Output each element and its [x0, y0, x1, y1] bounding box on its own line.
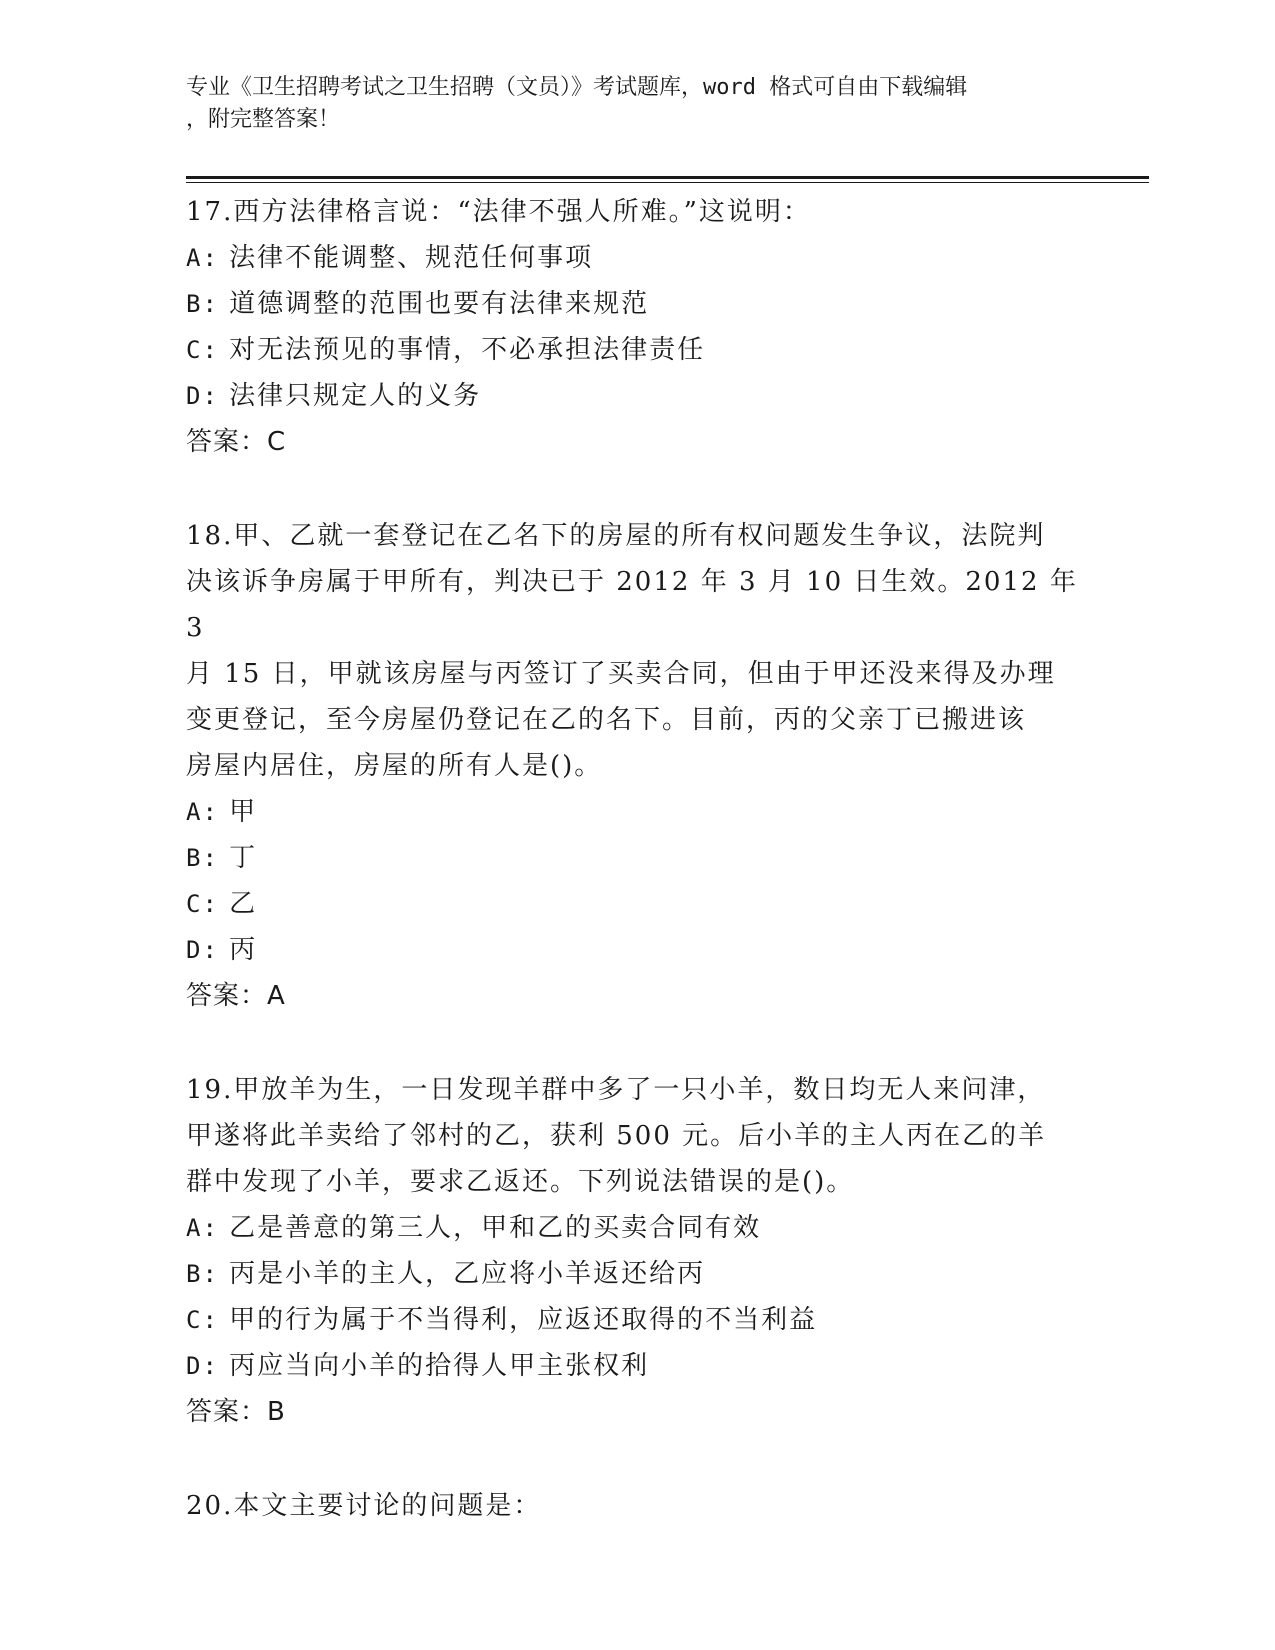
- header-line-1: 专业《卫生招聘考试之卫生招聘（文员）》考试题库，word 格式可自由下载编辑: [186, 75, 968, 100]
- page-header: [186, 72, 1066, 136]
- option-text: 丙: [229, 935, 258, 965]
- question-block: [186, 1067, 1086, 1435]
- question-stem-line: 19.甲放羊为生，一日发现羊群中多了一只小羊，数日均无人来问津，: [186, 1075, 1046, 1105]
- question-stem-line: 月 15 日，甲就该房屋与丙签订了买卖合同，但由于甲还没来得及办理: [186, 659, 1056, 689]
- answer-option: [186, 1251, 1086, 1297]
- answer-option: [186, 881, 1086, 927]
- answer-key: 答案：C: [186, 427, 287, 457]
- question-block: [186, 1483, 1086, 1529]
- question-block: [186, 513, 1086, 1019]
- question-stem-line: 甲遂将此羊卖给了邻村的乙，获利 500 元。后小羊的主人丙在乙的羊: [186, 1121, 1047, 1151]
- question-stem-line: 17.西方法律格言说：“法律不强人所难。”这说明：: [186, 197, 811, 227]
- option-letter: B:: [186, 844, 219, 872]
- option-letter: C:: [186, 336, 219, 364]
- header-divider-thick: [186, 176, 1149, 179]
- question-stem-line: 群中发现了小羊，要求乙返还。下列说法错误的是()。: [186, 1167, 855, 1197]
- answer-option: [186, 1205, 1086, 1251]
- option-letter: C:: [186, 1306, 219, 1334]
- answer-option: [186, 1343, 1086, 1389]
- answer-option: [186, 373, 1086, 419]
- question-stem-line: 房屋内居住，房屋的所有人是()。: [186, 751, 603, 781]
- question-stem-line: 决该诉争房属于甲所有，判决已于 2012 年 3 月 10 日生效。2012 年 3: [186, 567, 1078, 643]
- answer-option: [186, 927, 1086, 973]
- question-spacer: [186, 1019, 1086, 1067]
- option-letter: A:: [186, 1214, 219, 1242]
- question-stem-line: 20.本文主要讨论的问题是：: [186, 1491, 542, 1521]
- question-stem-line: 18.甲、乙就一套登记在乙名下的房屋的所有权问题发生争议，法院判: [186, 521, 1046, 551]
- option-text: 甲: [229, 797, 258, 827]
- answer-option: [186, 835, 1086, 881]
- option-letter: A:: [186, 798, 219, 826]
- option-letter: D:: [186, 382, 219, 410]
- answer-option: [186, 1297, 1086, 1343]
- option-text: 丁: [229, 843, 258, 873]
- option-letter: B:: [186, 290, 219, 318]
- option-text: 甲的行为属于不当得利，应返还取得的不当利益: [229, 1305, 818, 1335]
- header-divider-thin: [186, 182, 1149, 183]
- question-list: [186, 189, 1086, 1529]
- answer-option: [186, 327, 1086, 373]
- answer-option: [186, 789, 1086, 835]
- answer-key: 答案：A: [186, 981, 286, 1011]
- answer-key: 答案：B: [186, 1397, 286, 1427]
- option-letter: A:: [186, 244, 219, 272]
- question-spacer: [186, 465, 1086, 513]
- answer-option: [186, 235, 1086, 281]
- option-text: 对无法预见的事情，不必承担法律责任: [229, 335, 706, 365]
- option-text: 乙: [229, 889, 258, 919]
- option-text: 丙应当向小羊的拾得人甲主张权利: [229, 1351, 650, 1381]
- option-text: 法律只规定人的义务: [229, 381, 482, 411]
- option-text: 乙是善意的第三人，甲和乙的买卖合同有效: [229, 1213, 762, 1243]
- option-text: 法律不能调整、规范任何事项: [229, 243, 594, 273]
- header-line-2: ，附完整答案！: [186, 107, 341, 132]
- option-letter: D:: [186, 936, 219, 964]
- option-letter: B:: [186, 1260, 219, 1288]
- option-letter: D:: [186, 1352, 219, 1380]
- option-letter: C:: [186, 890, 219, 918]
- answer-option: [186, 281, 1086, 327]
- option-text: 道德调整的范围也要有法律来规范: [229, 289, 650, 319]
- question-block: [186, 189, 1086, 465]
- question-stem-line: 变更登记，至今房屋仍登记在乙的名下。目前，丙的父亲丁已搬进该: [186, 705, 1027, 735]
- question-spacer: [186, 1435, 1086, 1483]
- option-text: 丙是小羊的主人，乙应将小羊返还给丙: [229, 1259, 706, 1289]
